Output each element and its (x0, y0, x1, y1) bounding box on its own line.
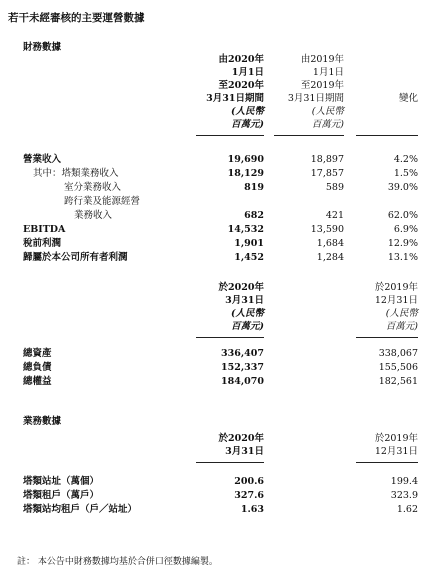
fin-row-label: 營業收入 (23, 154, 62, 165)
page-title: 若干未經審核的主要運營數據 (8, 12, 145, 24)
biz-row-label: 塔類站址（萬個） (23, 476, 100, 487)
bs-row-2020: 336,407 (221, 348, 264, 359)
fin-row-label: 室分業務收入 (64, 182, 122, 193)
fin-row-change: 62.0% (387, 210, 418, 221)
bs-row-label: 總資產 (23, 348, 52, 359)
fin-row-2020: 18,129 (227, 168, 264, 179)
fin-h1-line4: 3月31日期間 (206, 93, 264, 104)
fin-row-2019: 421 (325, 210, 344, 221)
fin-h1-line3: 至2020年 (218, 80, 264, 91)
fin-h2-line5: (人民幣 (311, 106, 344, 117)
biz-row-label: 塔類租戶（萬戶） (23, 490, 100, 501)
fin-row-2020: 19,690 (227, 154, 264, 165)
biz-row-label: 塔類站均租戶（戶／站址） (23, 504, 138, 515)
bs-h1-line3: (人民幣 (231, 308, 264, 319)
fin-h2-line6: 百萬元) (311, 119, 344, 130)
fin-h2-rule (274, 135, 344, 136)
bs-h2-line3: (人民幣 (385, 308, 418, 319)
biz-h2-line2: 12月31日 (374, 446, 418, 457)
bs-row-label: 總負債 (23, 362, 52, 373)
fin-h1-line5: (人民幣 (231, 106, 264, 117)
fin-h3-rule (356, 135, 418, 136)
fin-h2-line4: 3月31日期間 (287, 93, 344, 104)
fin-h2-line3: 至2019年 (300, 80, 344, 91)
biz-row-2019: 1.62 (396, 504, 418, 515)
bs-h1-line2: 3月31日 (225, 295, 264, 306)
fin-row-change: 6.9% (393, 224, 418, 235)
bs-row-2020: 152,337 (221, 362, 264, 373)
fin-h1-line6: 百萬元) (231, 119, 264, 130)
fin-h2-line1: 由2019年 (300, 54, 344, 65)
fin-h1-rule (196, 135, 264, 136)
bs-h1-line4: 百萬元) (231, 321, 264, 332)
bs-h2-rule (356, 337, 418, 338)
fin-row-2020: 682 (244, 210, 264, 221)
fin-row-label: EBITDA (23, 224, 66, 235)
biz-row-2020: 200.6 (234, 476, 264, 487)
bs-row-2019: 338,067 (378, 348, 418, 359)
fin-row-label: 歸屬於本公司所有者利潤 (23, 252, 128, 263)
fin-row-change: 39.0% (387, 182, 418, 193)
fin-row-label: 其中：塔類業務收入 (33, 168, 119, 179)
biz-row-2019: 323.9 (390, 490, 418, 501)
bs-h2-line4: 百萬元) (385, 321, 418, 332)
business-section-title: 業務數據 (23, 416, 62, 427)
fin-row-2019: 17,857 (310, 168, 344, 179)
bs-row-label: 總權益 (23, 376, 52, 387)
biz-row-2020: 327.6 (234, 490, 264, 501)
fin-row-label: 稅前利潤 (23, 238, 62, 249)
fin-row-change: 1.5% (393, 168, 418, 179)
fin-row-change: 12.9% (387, 238, 418, 249)
fin-row-2019: 13,590 (310, 224, 344, 235)
bs-row-2019: 155,506 (378, 362, 418, 373)
fin-row-2020: 14,532 (227, 224, 264, 235)
footnote: 註： 本公告中財務數據均基於合併口徑數據編製。 (17, 557, 218, 567)
bs-h1-line1: 於2020年 (218, 282, 264, 293)
fin-row-2020: 1,452 (234, 252, 264, 263)
biz-row-2020: 1.63 (240, 504, 264, 515)
fin-row-2020: 1,901 (234, 238, 264, 249)
fin-row-2019: 589 (325, 182, 344, 193)
fin-row-change: 4.2% (393, 154, 418, 165)
bs-row-2019: 182,561 (378, 376, 418, 387)
bs-h2-line2: 12月31日 (374, 295, 418, 306)
fin-h1-line2: 1月1日 (231, 67, 264, 78)
fin-row-2019: 1,284 (316, 252, 344, 263)
bs-row-2020: 184,070 (221, 376, 264, 387)
fin-h1-line1: 由2020年 (218, 54, 264, 65)
biz-h2-line1: 於2019年 (374, 433, 418, 444)
biz-h2-rule (356, 462, 418, 463)
biz-h1-rule (196, 462, 264, 463)
fin-row-2019: 1,684 (316, 238, 344, 249)
biz-h1-line2: 3月31日 (225, 446, 264, 457)
fin-header-change: 變化 (398, 93, 418, 104)
fin-row-label: 跨行業及能源經營 (64, 196, 141, 207)
bs-h1-rule (196, 337, 264, 338)
financial-section-title: 財務數據 (23, 42, 62, 53)
biz-h1-line1: 於2020年 (218, 433, 264, 444)
fin-row-label-2: 業務收入 (74, 210, 113, 221)
fin-row-change: 13.1% (387, 252, 418, 263)
fin-h2-line2: 1月1日 (312, 67, 344, 78)
biz-row-2019: 199.4 (390, 476, 418, 487)
fin-row-2020: 819 (244, 182, 264, 193)
fin-row-2019: 18,897 (310, 154, 344, 165)
bs-h2-line1: 於2019年 (374, 282, 418, 293)
